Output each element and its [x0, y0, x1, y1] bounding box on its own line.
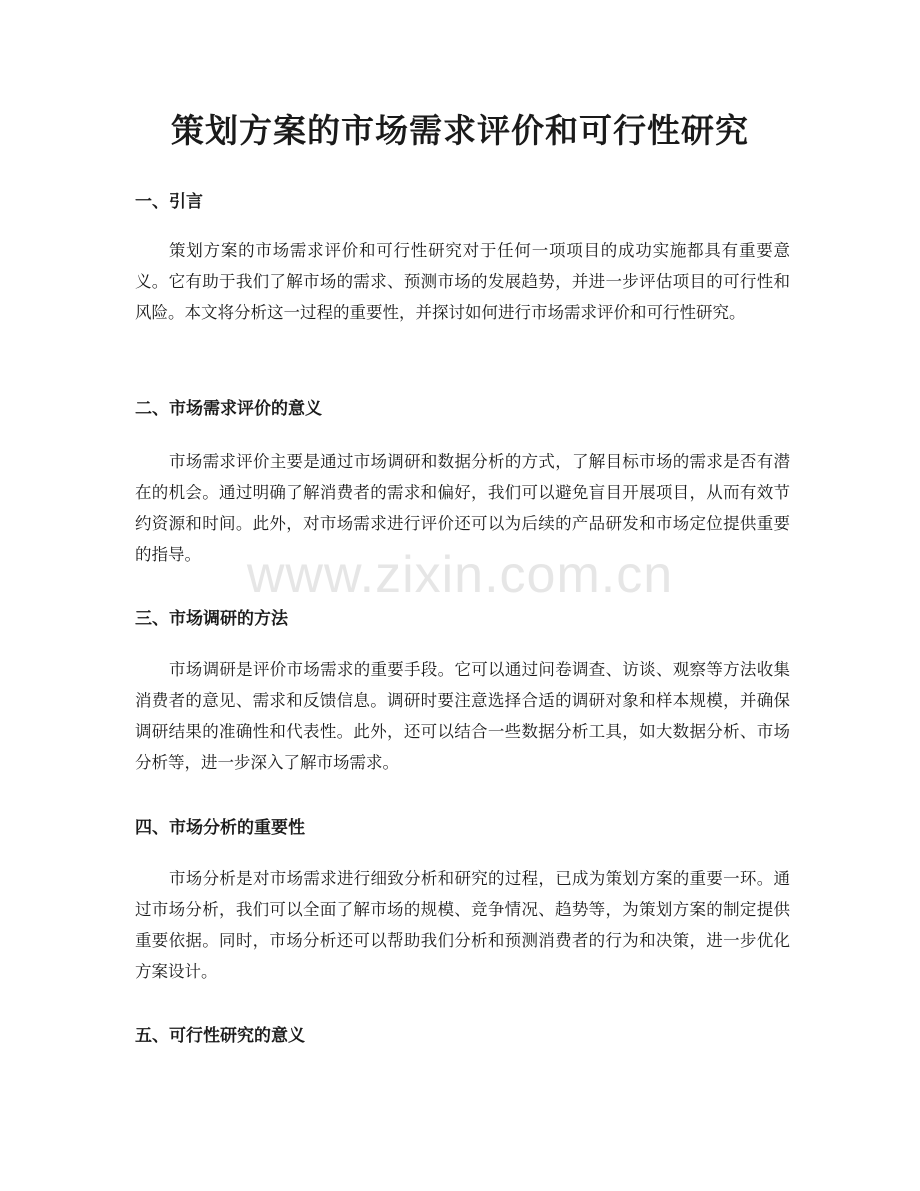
- section-heading-market-analysis: 四、市场分析的重要性: [135, 818, 305, 838]
- section-body-research-methods: 市场调研是评价市场需求的重要手段。它可以通过问卷调查、访谈、观察等方法收集消费者的意见、需求和反馈信息。调研时要注意选择合适的调研对象和样本规模，并确保调研结果的准确性和代表性。此外，还可以结合一些数据分析工具，如大数据分析、市场分析等，进一步深入了解市场需求。: [135, 660, 790, 772]
- section-heading-introduction: 一、引言: [135, 192, 203, 212]
- section-body-market-analysis: 市场分析是对市场需求进行细致分析和研究的过程，已成为策划方案的重要一环。通过市场分析，我们可以全面了解市场的规模、竞争情况、趋势等，为策划方案的制定提供重要依据。同时，市场分析还可以帮助我们分析和预测消费者的行为和决策，进一步优化方案设计。: [135, 869, 790, 981]
- document-title: 策划方案的市场需求评价和可行性研究: [171, 111, 749, 150]
- watermark: www.zixin.com.cn: [246, 546, 674, 604]
- section-heading-demand-evaluation: 二、市场需求评价的意义: [135, 399, 322, 419]
- section-heading-research-methods: 三、市场调研的方法: [135, 609, 288, 629]
- section-heading-feasibility: 五、可行性研究的意义: [135, 1026, 305, 1046]
- section-body-introduction: 策划方案的市场需求评价和可行性研究对于任何一项项目的成功实施都具有重要意义。它有助于我们了解市场的需求、预测市场的发展趋势，并进一步评估项目的可行性和风险。本文将分析这一过程的重要性，并探讨如何进行市场需求评价和可行性研究。: [135, 241, 790, 322]
- section-body-demand-evaluation: 市场需求评价主要是通过市场调研和数据分析的方式，了解目标市场的需求是否有潜在的机会。通过明确了解消费者的需求和偏好，我们可以避免盲目开展项目，从而有效节约资源和时间。此外，对市场需求进行评价还可以为后续的产品研发和市场定位提供重要的指导。: [135, 452, 790, 564]
